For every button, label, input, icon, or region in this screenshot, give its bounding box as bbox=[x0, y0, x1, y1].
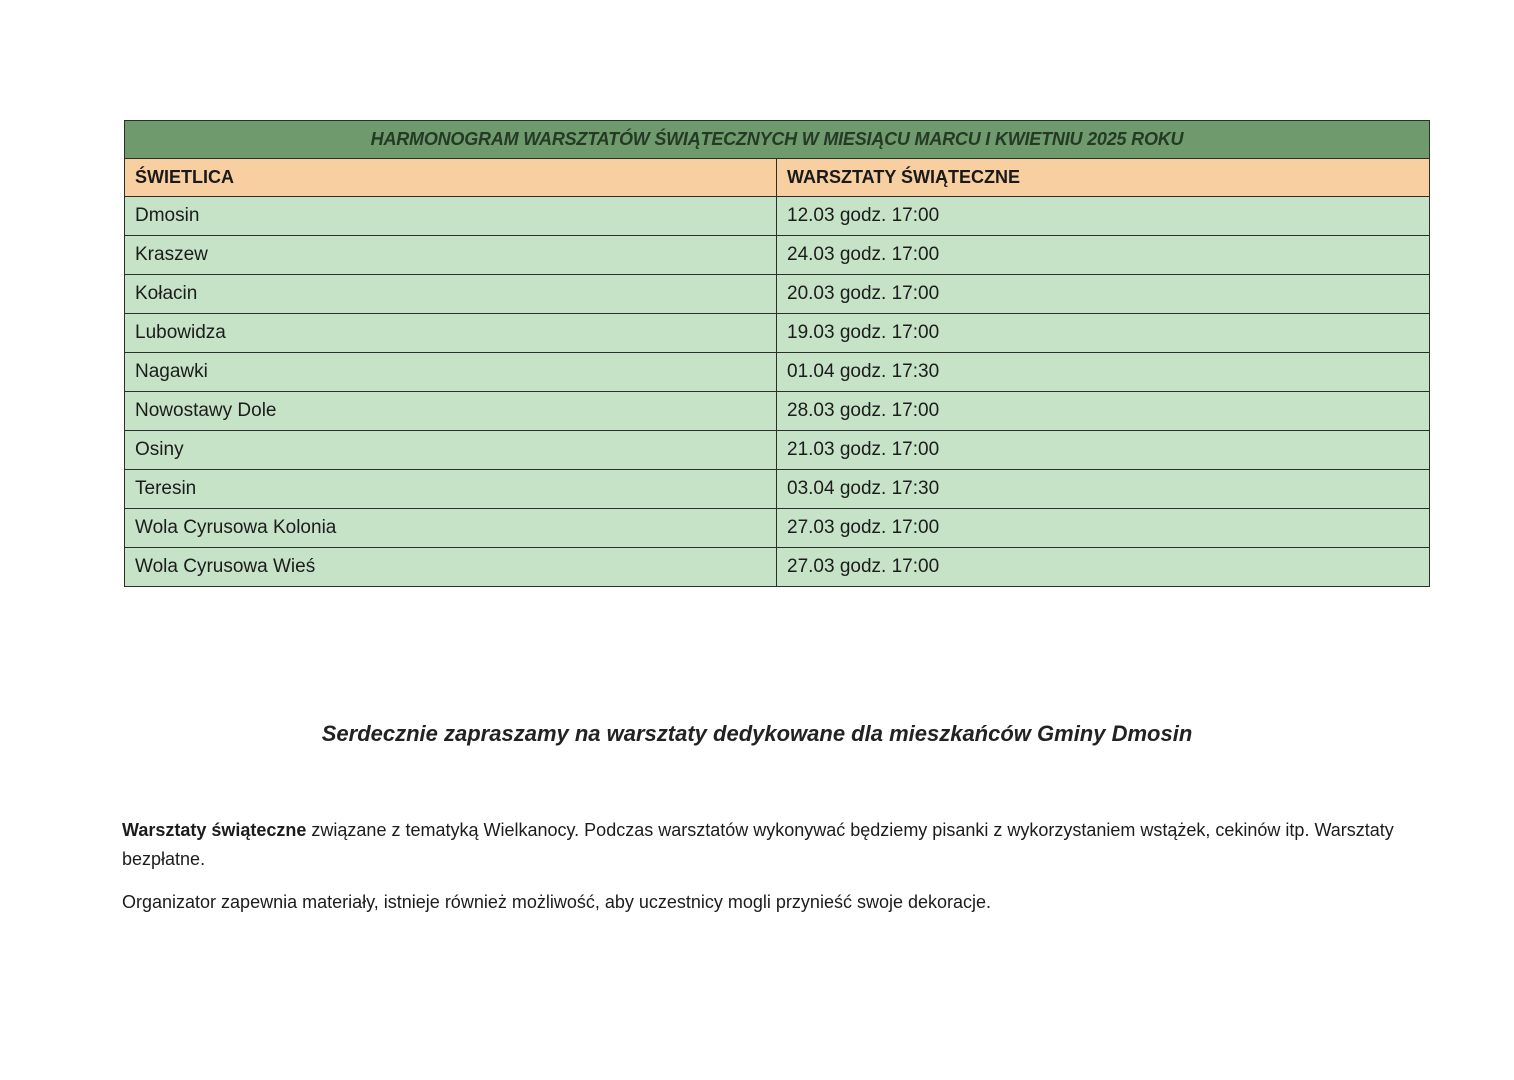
cell-termin: 27.03 godz. 17:00 bbox=[777, 548, 1430, 587]
column-header-warsztaty: WARSZTATY ŚWIĄTECZNE bbox=[777, 159, 1430, 197]
cell-swietlica: Lubowidza bbox=[125, 314, 777, 353]
cell-swietlica: Kraszew bbox=[125, 236, 777, 275]
table-title: HARMONOGRAM WARSZTATÓW ŚWIĄTECZNYCH W MIESIĄCU MARCU I KWIETNIU 2025 ROKU bbox=[125, 121, 1430, 159]
invitation-heading: Serdecznie zapraszamy na warsztaty dedykowane dla mieszkańców Gminy Dmosin bbox=[321, 721, 1193, 746]
table-row bbox=[125, 314, 1430, 353]
workshop-description bbox=[122, 816, 1412, 874]
cell-swietlica: Wola Cyrusowa Kolonia bbox=[125, 509, 777, 548]
table-row bbox=[125, 548, 1430, 587]
table-row bbox=[125, 236, 1430, 275]
cell-swietlica: Wola Cyrusowa Wieś bbox=[125, 548, 777, 587]
table-row bbox=[125, 197, 1430, 236]
cell-termin: 19.03 godz. 17:00 bbox=[777, 314, 1430, 353]
cell-termin: 03.04 godz. 17:30 bbox=[777, 470, 1430, 509]
table-row bbox=[125, 275, 1430, 314]
cell-swietlica: Kołacin bbox=[125, 275, 777, 314]
cell-termin: 24.03 godz. 17:00 bbox=[777, 236, 1430, 275]
cell-termin: 20.03 godz. 17:00 bbox=[777, 275, 1430, 314]
organizer-note: Organizator zapewnia materiały, istnieje również możliwość, aby uczestnicy mogli przynieść swoje dekoracje. bbox=[122, 892, 992, 912]
table-row bbox=[125, 470, 1430, 509]
cell-swietlica: Nowostawy Dole bbox=[125, 392, 777, 431]
cell-swietlica: Nagawki bbox=[125, 353, 777, 392]
cell-termin: 12.03 godz. 17:00 bbox=[777, 197, 1430, 236]
schedule-table bbox=[124, 120, 1430, 587]
table-title-row bbox=[125, 121, 1430, 159]
table-row bbox=[125, 431, 1430, 470]
table-header-row bbox=[125, 159, 1430, 197]
table-body bbox=[125, 197, 1430, 587]
cell-termin: 27.03 godz. 17:00 bbox=[777, 509, 1430, 548]
cell-termin: 21.03 godz. 17:00 bbox=[777, 431, 1430, 470]
cell-swietlica: Osiny bbox=[125, 431, 777, 470]
cell-termin: 28.03 godz. 17:00 bbox=[777, 392, 1430, 431]
table-row bbox=[125, 509, 1430, 548]
description-text: związane z tematyką Wielkanocy. Podczas warsztatów wykonywać będziemy pisanki z wykorzystaniem wstążek, cekinów itp. Warsztaty bezpłatne. bbox=[122, 820, 1394, 869]
table-row bbox=[125, 392, 1430, 431]
cell-swietlica: Dmosin bbox=[125, 197, 777, 236]
table-row bbox=[125, 353, 1430, 392]
cell-termin: 01.04 godz. 17:30 bbox=[777, 353, 1430, 392]
column-header-swietlica: ŚWIETLICA bbox=[125, 159, 777, 197]
cell-swietlica: Teresin bbox=[125, 470, 777, 509]
description-bold-lead: Warsztaty świąteczne bbox=[122, 820, 307, 840]
